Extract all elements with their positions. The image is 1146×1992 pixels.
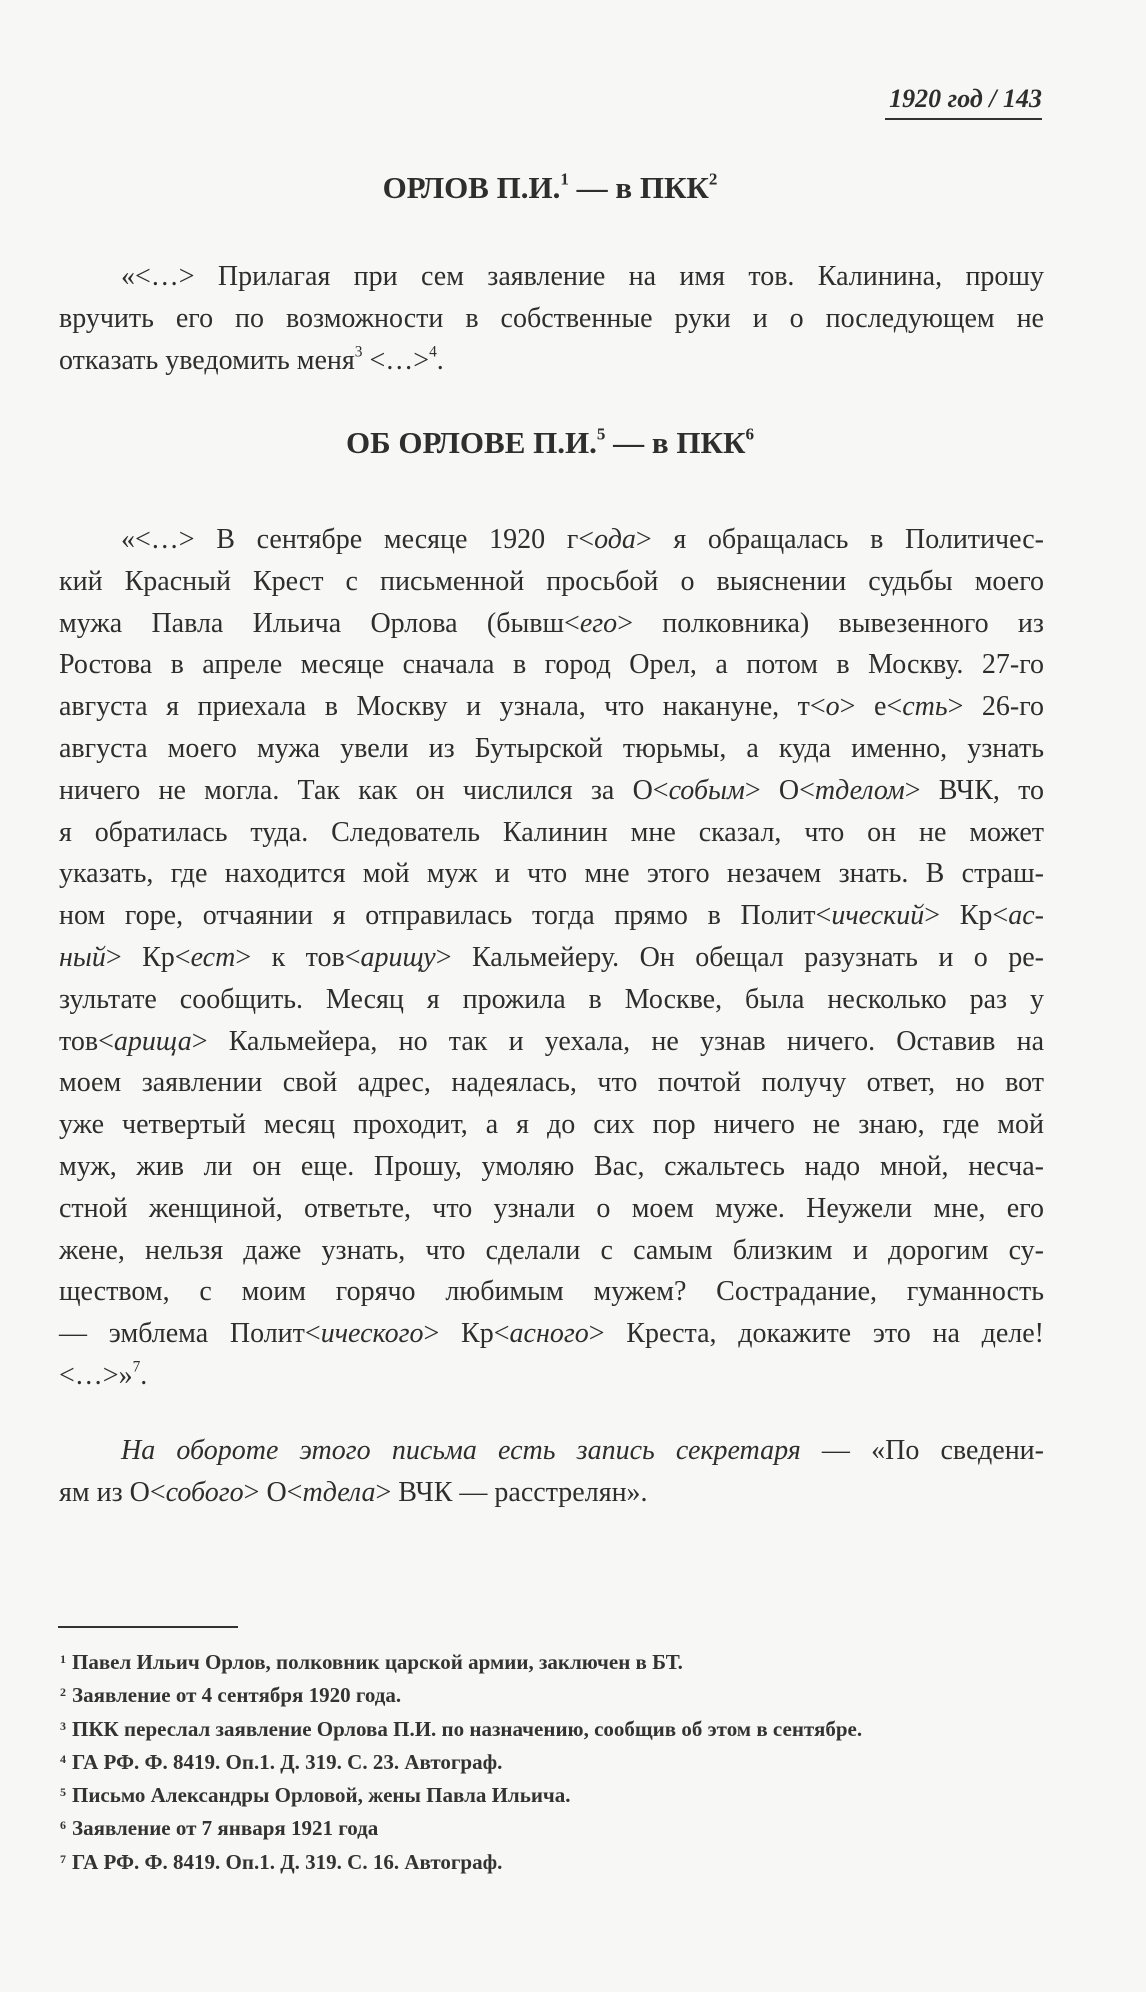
editorial-insertion: асного bbox=[509, 1318, 589, 1350]
paragraph-orlova-letter bbox=[59, 519, 1044, 1397]
footnote-text: Заявление от 7 января 1921 года bbox=[72, 1816, 379, 1841]
footnote bbox=[60, 1643, 862, 1676]
editorial-insertion: о bbox=[825, 691, 840, 723]
text-run: > Кр< bbox=[423, 1318, 510, 1350]
text-line bbox=[59, 519, 1044, 561]
footnote-divider bbox=[58, 1626, 238, 1628]
text-run: я обратилась туда. Следователь Калинин мне сказал, что он не может bbox=[59, 816, 1044, 848]
text-run: > О< bbox=[243, 1476, 303, 1508]
running-head: 1920 год / 143 bbox=[885, 84, 1042, 120]
text-run: > к тов< bbox=[235, 941, 361, 973]
editorial-insertion: ического bbox=[320, 1318, 424, 1350]
footnote bbox=[60, 1776, 862, 1809]
paragraph-secretary-note bbox=[59, 1430, 1044, 1514]
footnote-number: 1 bbox=[60, 1652, 66, 1666]
text-run: — в ПКК bbox=[605, 425, 746, 460]
footnote-number: 7 bbox=[60, 1851, 66, 1866]
text-run: муж, жив ли он еще. Прошу, умоляю Вас, сжальтесь надо мной, несча- bbox=[59, 1150, 1044, 1182]
editorial-insertion: тдела bbox=[302, 1476, 376, 1508]
text-run: тов< bbox=[59, 1025, 114, 1057]
editorial-insertion: ест bbox=[190, 941, 236, 973]
footnote-number: 3 bbox=[60, 1718, 66, 1733]
text-run: . bbox=[140, 1359, 148, 1391]
text-run: вручить его по возможности в собственные руки и о последующем не bbox=[59, 302, 1044, 334]
text-run: зультате сообщить. Месяц я прожила в Москве, была несколько раз у bbox=[59, 983, 1044, 1015]
text-run: ям из О< bbox=[59, 1476, 166, 1508]
text-line bbox=[59, 812, 1044, 854]
text-run: моем заявлении свой адрес, надеялась, что почтой получу ответ, но вот bbox=[59, 1067, 1044, 1099]
text-line bbox=[59, 728, 1044, 770]
footnote-ref: 3 bbox=[354, 343, 363, 361]
editorial-insertion: ический bbox=[831, 900, 925, 932]
text-line bbox=[59, 644, 1044, 686]
footnote-ref: 5 bbox=[596, 424, 606, 444]
text-line bbox=[59, 1355, 1044, 1397]
footnote-number: 4 bbox=[60, 1751, 66, 1766]
footnote bbox=[60, 1843, 862, 1876]
text-run: > Кальмейеру. Он обещал разузнать и о ре- bbox=[435, 941, 1045, 973]
text-run: «<…> В сентябре месяце 1920 г< bbox=[121, 524, 595, 555]
text-run: > О< bbox=[744, 774, 815, 806]
text-run: > полковника) вывезенного из bbox=[617, 607, 1044, 639]
footnote-text: ГА РФ. Ф. 8419. Оп.1. Д. 319. С. 16. Автограф. bbox=[72, 1849, 503, 1874]
editorial-insertion: собым bbox=[668, 774, 745, 806]
text-run: августа я приехала в Москву и узнала, что накануне, т< bbox=[59, 691, 826, 723]
text-run: — в ПКК bbox=[568, 170, 709, 205]
footnote-text: Письмо Александры Орловой, жены Павла Ильича. bbox=[72, 1783, 571, 1808]
editorial-insertion: тделом bbox=[814, 774, 905, 806]
text-line bbox=[59, 1146, 1044, 1188]
editorial-insertion: собого bbox=[165, 1476, 244, 1508]
text-run: «<…> Прилагая при сем заявление на имя тов. Калинина, прошу bbox=[121, 261, 1044, 292]
text-run: > Кр< bbox=[105, 941, 191, 973]
text-line bbox=[59, 256, 1044, 298]
footnote-text: Заявление от 4 сентября 1920 года. bbox=[72, 1683, 402, 1708]
footnote-ref: 2 bbox=[708, 169, 718, 189]
text-run: уже четвертый месяц проходит, а я до сих пор ничего не знаю, где мой bbox=[59, 1109, 1044, 1141]
text-line bbox=[59, 1230, 1044, 1272]
footnote-text: ГА РФ. Ф. 8419. Оп.1. Д. 319. С. 23. Автограф. bbox=[72, 1749, 503, 1774]
footnote bbox=[60, 1710, 862, 1743]
text-run: жене, нельзя даже узнать, что сделали с самым близким и дорогим су- bbox=[59, 1234, 1044, 1266]
footnote bbox=[60, 1809, 862, 1842]
footnote-number: 5 bbox=[60, 1785, 66, 1800]
footnote bbox=[60, 1676, 862, 1709]
footnotes-list bbox=[60, 1643, 862, 1876]
editorial-insertion: ода bbox=[594, 524, 636, 555]
text-run: > ВЧК, то bbox=[904, 774, 1044, 806]
text-run: ОБ ОРЛОВЕ П.И. bbox=[346, 425, 597, 460]
footnote-ref: 6 bbox=[745, 424, 754, 444]
text-run: — эмблема Полит< bbox=[59, 1318, 321, 1350]
text-run: стной женщиной, ответьте, что узнали о моем муже. Неужели мне, его bbox=[59, 1192, 1044, 1224]
text-line bbox=[59, 340, 1044, 382]
text-line bbox=[59, 1021, 1044, 1063]
text-line bbox=[59, 770, 1044, 812]
footnote-ref: 1 bbox=[560, 169, 569, 189]
text-line bbox=[59, 1104, 1044, 1146]
text-line bbox=[59, 937, 1044, 979]
footnote-ref: 4 bbox=[429, 343, 437, 361]
editorial-insertion: На обороте этого письма есть запись секретаря bbox=[121, 1435, 801, 1466]
text-run: Ростова в апреле месяце сначала в город Орел, а потом в Москву. 27-го bbox=[59, 649, 1044, 681]
editorial-insertion: ас- bbox=[1008, 900, 1044, 932]
text-run: > я обращалась в Политичес- bbox=[635, 524, 1044, 555]
text-run: ничего не могла. Так как он числился за О< bbox=[59, 774, 669, 806]
text-line bbox=[59, 1472, 1044, 1514]
editorial-insertion: арища bbox=[113, 1025, 192, 1057]
text-line bbox=[59, 979, 1044, 1021]
editorial-insertion: арищу bbox=[360, 941, 436, 973]
section-title-ob-orlove bbox=[0, 425, 1100, 461]
text-line bbox=[59, 298, 1044, 340]
footnote-ref: 7 bbox=[132, 1358, 141, 1376]
text-run: мужа Павла Ильича Орлова (бывш< bbox=[59, 607, 580, 639]
section-title-orlov bbox=[0, 170, 1100, 206]
text-run: кий Красный Крест с письменной просьбой о выяснении судьбы моего bbox=[59, 565, 1044, 597]
text-line bbox=[59, 1313, 1044, 1355]
text-run: > Кальмейера, но так и уехала, не узнав ничего. Оставив на bbox=[191, 1025, 1044, 1057]
text-line bbox=[59, 1188, 1044, 1230]
text-run: > е< bbox=[839, 691, 903, 723]
footnote-text: Павел Ильич Орлов, полковник царской армии, заключен в БТ. bbox=[72, 1650, 683, 1674]
text-run: > Кр< bbox=[924, 900, 1009, 932]
paragraph-orlov-letter bbox=[59, 256, 1044, 381]
text-line bbox=[59, 603, 1044, 645]
footnote-text: ПКК переслал заявление Орлова П.И. по назначению, сообщив об этом в сентябре. bbox=[72, 1716, 863, 1741]
footnote-number: 6 bbox=[60, 1818, 66, 1833]
text-run: > ВЧК — расстрелян». bbox=[375, 1476, 648, 1508]
text-line bbox=[59, 853, 1044, 895]
text-run: отказать уведомить меня bbox=[59, 344, 355, 376]
text-line bbox=[59, 1271, 1044, 1313]
text-line bbox=[59, 686, 1044, 728]
editorial-insertion: его bbox=[579, 607, 618, 639]
editorial-insertion: сть bbox=[902, 691, 948, 723]
text-run: — «По сведени- bbox=[800, 1435, 1044, 1466]
text-run: <…> bbox=[362, 344, 430, 376]
editorial-insertion: ный bbox=[59, 941, 106, 973]
text-run: ОРЛОВ П.И. bbox=[382, 170, 561, 205]
footnote bbox=[60, 1743, 862, 1776]
text-line bbox=[59, 895, 1044, 937]
text-run: > Креста, докажите это на деле! bbox=[588, 1318, 1044, 1350]
text-run: указать, где находится мой муж и что мне этого незачем знать. В страш- bbox=[59, 858, 1044, 890]
text-run: ществом, с моим горячо любимым мужем? Сострадание, гуманность bbox=[59, 1276, 1044, 1308]
text-run: августа моего мужа увели из Бутырской тюрьмы, а куда именно, узнать bbox=[59, 732, 1044, 764]
text-run: . bbox=[436, 344, 444, 376]
footnote-number: 2 bbox=[60, 1685, 66, 1700]
text-line bbox=[59, 1062, 1044, 1104]
text-run: > 26-го bbox=[947, 691, 1045, 723]
text-line bbox=[59, 1430, 1044, 1472]
text-run: ном горе, отчаянии я отправилась тогда прямо в Полит< bbox=[59, 900, 832, 932]
text-line bbox=[59, 561, 1044, 603]
text-run: <…>» bbox=[59, 1359, 133, 1391]
